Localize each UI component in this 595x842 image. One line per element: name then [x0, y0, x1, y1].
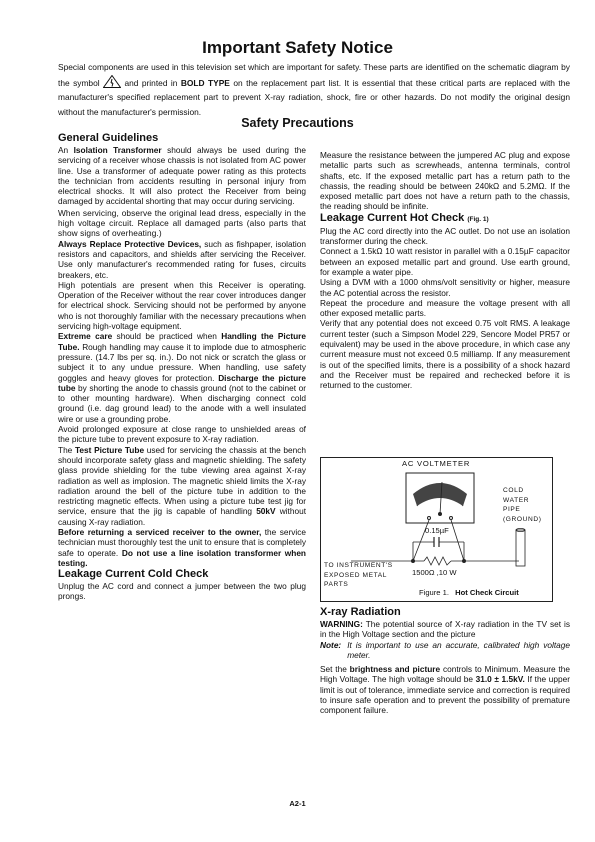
paragraph-before-returning: [58, 527, 306, 568]
meter-terminal-left: [428, 517, 431, 520]
paragraph-hot-plug: Plug the AC cord directly into the AC outlet. Do not use an isolation transformer during the check.: [320, 225, 570, 247]
text: Set the: [320, 664, 350, 675]
intro-text-1: Special components are used in this television set which are important for safety. These parts are identified on the schematic diagram by the symbol: [58, 62, 570, 88]
text: The potential source of X-ray radiation in the TV set is in the High Voltage section and the picture: [320, 619, 570, 640]
bold-text: 50kV: [256, 506, 276, 517]
cold-check-heading: Leakage Current Cold Check: [58, 568, 209, 581]
meter-terminal-right: [450, 517, 453, 520]
paragraph-cold-unplug: Unplug the AC cord and connect a jumper between the two plug prongs.: [58, 581, 306, 602]
caption-text: Hot Check Circuit: [455, 588, 519, 597]
intro-bold-type: BOLD TYPE: [180, 77, 230, 88]
text: If the upper limit is out of tolerance, immediate service and correction is required to insure safe operation and to prevent the possibility of premature component failure.: [320, 674, 571, 716]
page-number: A2-1: [289, 799, 306, 808]
meter-pivot: [438, 512, 442, 516]
paragraph-hot-repeat: Repeat the procedure and measure the voltage present with all other exposed metallic parts.: [320, 297, 570, 319]
paragraph-hot-dvm: Using a DVM with a 1000 ohms/volt sensitivity or higher, measure the AC potential across the resistor.: [320, 277, 570, 298]
bold-text: Do not use a line isolation transformer when testing.: [58, 547, 307, 568]
text: should be practiced when: [112, 331, 222, 342]
paragraph-lead-dress: When servicing, observe the original lead dress, especially in the high voltage circuit. Replace all damaged parts (also parts that show signs of overheating.): [58, 207, 306, 239]
text: by shorting the anode to chassis ground (not to the cabinet or to other mounting hardware). When discharging connect cold ground (i.e. dag ground lead) to the anode with a well insulated wire or use a grounding probe.: [58, 382, 306, 424]
paragraph-test-tube: [58, 445, 306, 527]
note-text: It is important to use an accurate, calibrated high voltage meter.: [347, 639, 570, 660]
label-line: PIPE: [503, 506, 521, 513]
xray-warning: [320, 619, 570, 640]
junction-right: [462, 559, 466, 563]
meter-label: AC VOLTMETER: [402, 459, 471, 468]
heading-text: Leakage Current Hot Check: [320, 211, 465, 224]
junction-left: [411, 559, 415, 563]
xray-set-controls: [320, 664, 570, 715]
caption-number: Figure 1.: [419, 588, 449, 597]
figure-reference: (Fig. 1): [467, 215, 489, 223]
capacitor-label: 0.15µF: [425, 526, 449, 535]
bold-text: Discharge the picture tube: [58, 372, 306, 393]
exposed-parts-label: [324, 561, 393, 590]
label-line: WATER: [503, 496, 530, 504]
text: such as fishpaper, isolation resistors and capacitors, and shields after servicing the Receiver. Use only manufacturer's recommended rating for fuses, circuits breakers, etc.: [58, 238, 306, 280]
figure-caption: [419, 588, 519, 597]
intro-paragraph: [58, 60, 570, 119]
paragraph-high-potentials: High potentials are present when this Receiver is operating. Operation of the Receiver without the rear cover introduces danger for electrical shock. Servicing should not be performed by anyone who is not thoroughly familiar with the necessary precautions when servicing high-voltage equipment.: [58, 279, 306, 332]
resistor: [424, 557, 451, 565]
meter-lead-right: [451, 520, 464, 561]
bold-text: Extreme care: [58, 331, 113, 342]
left-column: [58, 132, 306, 602]
paragraph-avoid-exposure: Avoid prolonged exposure at close range to unshielded areas of the picture tube to prevent exposure to X-ray radiation.: [58, 424, 306, 445]
bold-text: 31.0 ± 1.5kV.: [475, 674, 525, 685]
water-pipe: [516, 530, 525, 566]
bold-text: Handling the Picture Tube.: [58, 331, 306, 352]
xray-heading: X-ray Radiation: [320, 606, 401, 618]
resistor-label: 1500Ω ,10 W: [412, 568, 457, 577]
meter-arc: [413, 483, 467, 506]
text: should always be used during the servicing of a receiver whose chassis is not isolated from AC power line. Use a transformer of adequate power rating as this protects the technician from accidents resulting in personal injury from electrical shocks. It will also protect the Receiver from being damaged by accidental shorting that may occur during servicing.: [58, 145, 306, 207]
intro-text-2: and printed in: [124, 77, 178, 88]
hot-check-heading: [320, 212, 570, 226]
text: controls to Minimum. Measure the High Voltage. The high voltage should be: [320, 664, 570, 685]
text: An: [58, 145, 74, 155]
paragraph-hot-verify: Verify that any potential does not exceed 0.75 volt RMS. A leakage current tester (such a Simpson Model 229, Sencore Model PR57 or equivalent) may be used in the above procedure, in which case any current measure must not exceed 0.5 milliamp. If any measurement is out of the specified limits, there is a possibility of a shock hazard and the Receiver must be repaired and rechecked before it is returned to the customer.: [320, 318, 570, 391]
text: used for servicing the chassis at the bench should incorporate safety glass and magnetic shielding. The safety glass provide shielding for the tube viewing area against X-ray radiation as well as implosion. The magnetic shield limits the X-ray radiation around the bell of the picture tube in addition to the restricting magnetic effects. When using a picture tube test jig for service, ensure that the jig is capable of handling: [58, 444, 306, 517]
label-line: EXPOSED METAL: [324, 571, 388, 579]
warning-triangle-icon: [103, 75, 121, 88]
label-line: (GROUND): [503, 515, 542, 523]
bold-text: Isolation Transformer: [73, 145, 162, 155]
page-title: Important Safety Notice: [202, 38, 393, 57]
paragraph-cold-measure: Measure the resistance between the jumpered AC plug and expose metallic parts such as screwheads, antenna terminals, control shafts, etc. If the exposed metallic part has a return path to the chassis, the reading should be between 240kΩ and 5.2MΩ. If the exposed metallic part does not have a return path to the chassis, the reading should be infinite.: [320, 150, 570, 212]
figure-hot-check-circuit: [320, 457, 553, 602]
bold-text: Test Picture Tube: [74, 444, 145, 455]
safety-precautions-heading: Safety Precautions: [241, 116, 354, 130]
xray-section: [320, 606, 570, 716]
paragraph-hot-connect: Connect a 1.5kΩ 10 watt resistor in parallel with a 0.15µF capacitor between an exposed metallic part and ground. Use earth ground, for example a water pipe.: [320, 246, 570, 277]
bold-text: brightness and picture: [349, 664, 441, 675]
general-guidelines-heading: General Guidelines: [58, 132, 159, 144]
paragraph-extreme-care: [58, 331, 306, 424]
bold-text: Always Replace Protective Devices,: [58, 238, 202, 249]
note-label: Note:: [320, 639, 342, 650]
xray-note: [320, 640, 570, 661]
warning-label: WARNING:: [320, 619, 363, 629]
paragraph-protective-devices: [58, 239, 306, 280]
paragraph-isolation: [58, 145, 306, 207]
intro-text-3: on the replacement part list. It is essential that these critical parts are replaced with the manufacturer's specified replacement part to prevent X-ray radiation, shock, fire or other hazards. Do not modify the original design without the manufacturer's permission.: [58, 77, 571, 117]
text: without causing X-ray radiation.: [58, 506, 306, 527]
bold-text: Before returning a serviced receiver to the owner,: [58, 526, 262, 537]
text: the service technician must thoroughly test the unit to ensure that is completely safe to operate.: [58, 526, 306, 558]
label-line: TO INSTRUMENT'S: [324, 562, 393, 569]
label-line: COLD: [503, 487, 524, 494]
cold-water-label: [503, 486, 542, 524]
label-line: PARTS: [324, 581, 349, 589]
right-column: [320, 150, 570, 391]
text: Rough handling may cause it to implode due to atmospheric pressure. (14.7 lbs per sq. in.). Do not nick or scratch the glass or subject it to any undue pressure. When handling, use safety goggles and heavy gloves for protection.: [58, 341, 306, 383]
text: The: [58, 444, 75, 455]
